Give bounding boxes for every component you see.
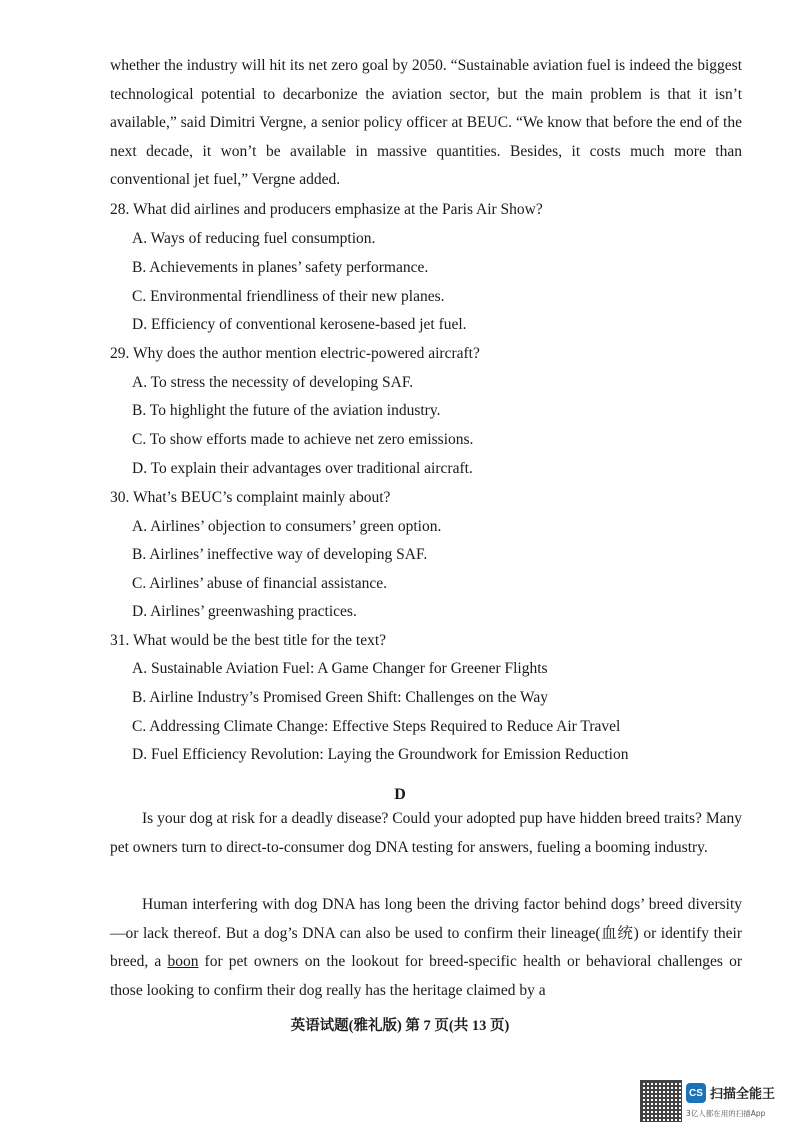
question-28-stem: 28. What did airlines and producers emphasize at the Paris Air Show? bbox=[110, 201, 543, 218]
passage-c-end: whether the industry will hit its net zero goal by 2050. “Sustainable aviation fuel is indeed the biggest technological potential to decarbonize the aviation sector, but the main problem is that it isn’t available,” said Dimitri Vergne, a senior policy officer at BEUC. “We know that before the end of the next decade, it won’t be available in massive quantities. Besides, it costs much more than conventional jet fuel,” Vergne added. bbox=[110, 57, 742, 189]
scanner-watermark bbox=[640, 1080, 790, 1124]
question-31-option-a: A. Sustainable Aviation Fuel: A Game Changer for Greener Flights bbox=[132, 660, 548, 677]
passage-d-paragraph-1: Is your dog at risk for a deadly disease? Could your adopted pup have hidden breed traits? Many pet owners turn to direct-to-consumer dog DNA testing for answers, fueling a booming industry. bbox=[110, 810, 742, 856]
question-30-stem: 30. What’s BEUC’s complaint mainly about? bbox=[110, 489, 391, 506]
underlined-word-boon: boon bbox=[167, 953, 199, 971]
question-29-option-b: B. To highlight the future of the aviation industry. bbox=[132, 402, 441, 419]
scanner-tagline: 3亿人都在用的扫描App bbox=[686, 1109, 766, 1118]
scanner-brand: 扫描全能王 bbox=[710, 1087, 776, 1102]
passage-d-p2-text-after: for pet owners on the lookout for breed-specific health or behavioral challenges or those looking to confirm their dog really has the heritage claimed by a bbox=[110, 953, 742, 999]
question-31-option-c: C. Addressing Climate Change: Effective Steps Required to Reduce Air Travel bbox=[132, 718, 621, 735]
passage-d-p2-text-before: Human interfering with dog DNA has long been the driving factor behind dogs’ breed diversity—or lack thereof. But a dog’s DNA can also be used to confirm their lineage(血统) or identify their breed, a bbox=[110, 896, 742, 971]
question-30-option-a: A. Airlines’ objection to consumers’ green option. bbox=[132, 518, 442, 535]
question-29-option-d: D. To explain their advantages over traditional aircraft. bbox=[132, 460, 473, 477]
question-28-option-c: C. Environmental friendliness of their new planes. bbox=[132, 288, 445, 305]
page-footer: 英语试题(雅礼版) 第 7 页(共 13 页) bbox=[290, 1018, 510, 1034]
question-30-option-b: B. Airlines’ ineffective way of developing SAF. bbox=[132, 546, 428, 563]
question-31-option-b: B. Airline Industry’s Promised Green Shift: Challenges on the Way bbox=[132, 689, 549, 706]
question-30-option-d: D. Airlines’ greenwashing practices. bbox=[132, 603, 357, 620]
section-label: D bbox=[394, 786, 406, 803]
question-28-option-a: A. Ways of reducing fuel consumption. bbox=[132, 230, 376, 247]
passage-d-paragraph-2 bbox=[110, 891, 742, 1005]
question-28-option-b: B. Achievements in planes’ safety performance. bbox=[132, 259, 429, 276]
question-31-stem: 31. What would be the best title for the text? bbox=[110, 632, 387, 649]
question-29-option-c: C. To show efforts made to achieve net zero emissions. bbox=[132, 431, 474, 448]
qr-code-icon bbox=[640, 1080, 682, 1122]
question-29-option-a: A. To stress the necessity of developing SAF. bbox=[132, 374, 414, 391]
camscanner-logo-icon: CS bbox=[686, 1083, 706, 1103]
question-31-option-d: D. Fuel Efficiency Revolution: Laying the Groundwork for Emission Reduction bbox=[132, 746, 629, 763]
question-28-option-d: D. Efficiency of conventional kerosene-based jet fuel. bbox=[132, 316, 467, 333]
question-29-stem: 29. Why does the author mention electric-powered aircraft? bbox=[110, 345, 480, 362]
question-30-option-c: C. Airlines’ abuse of financial assistance. bbox=[132, 575, 387, 592]
